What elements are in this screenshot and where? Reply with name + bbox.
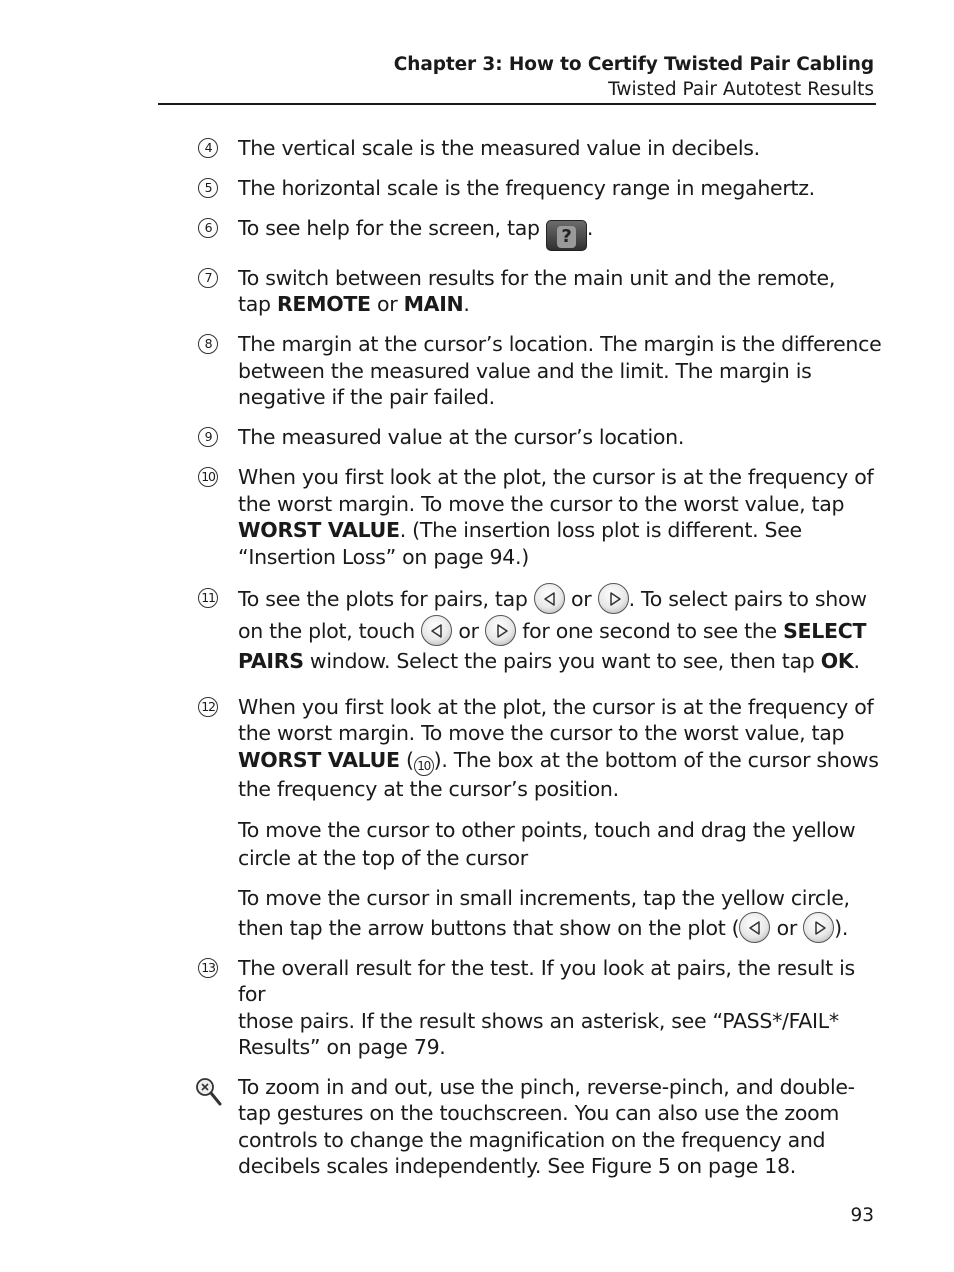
left-arrow-icon	[739, 912, 770, 943]
select-label: SELECT	[783, 618, 867, 643]
callout-number: 11	[198, 588, 218, 608]
callout-number: 5	[198, 178, 218, 198]
callout-reference: 10	[414, 756, 434, 776]
zoom-note: To zoom in and out, use the pinch, reverse-pinch, and double- tap gestures on the touchscreen. You can also use the zoom controls to change the magnification on the frequency and decibels scales independently. See Figure 5 on page 18.	[196, 1074, 886, 1180]
callout-number: 4	[198, 138, 218, 158]
remote-label: REMOTE	[276, 292, 371, 316]
right-arrow-icon	[485, 615, 516, 646]
header-rule	[158, 103, 876, 105]
callout-item-11: 11 To see the plots for pairs, tap or . To select pairs to show on the plot, touch or for one second to see the SELECT PAIRS window. Select the pairs you want to see, then tap OK.	[196, 583, 886, 677]
main-label: MAIN	[403, 292, 464, 316]
callout-item-8: 8 The margin at the cursor’s location. The margin is the difference between the measured value and the limit. The margin is negative if the pair failed.	[196, 331, 886, 411]
callout-text: The horizontal scale is the frequency range in megahertz.	[238, 176, 815, 200]
right-arrow-icon	[598, 583, 629, 614]
callout-item-6: 6 To see help for the screen, tap ? .	[196, 215, 886, 251]
pairs-label: PAIRS	[238, 649, 304, 673]
worst-value-label: WORST VALUE	[238, 747, 400, 772]
callout-number: 8	[198, 334, 218, 354]
running-header	[158, 52, 874, 102]
callout-item-13: 13 The overall result for the test. If you look at pairs, the result is for those pairs. If the result shows an asterisk, see “PASS*/FAIL* Results” on page 79.	[196, 955, 886, 1061]
callout-item-5	[196, 175, 886, 202]
callout-number: 7	[198, 268, 218, 288]
callout-text: The vertical scale is the measured value in decibels.	[238, 136, 760, 160]
right-arrow-icon	[803, 912, 834, 943]
callout-list	[196, 135, 886, 1180]
callout-number: 10	[198, 467, 218, 487]
worst-value-label: WORST VALUE	[238, 518, 400, 542]
left-arrow-icon	[421, 615, 452, 646]
section-title: Twisted Pair Autotest Results	[608, 79, 874, 100]
callout-item-10: 10 When you first look at the plot, the cursor is at the frequency of the worst margin. To move the cursor to the worst value, tap WORST VALUE. (The insertion loss plot is different. See “Insertion Loss” on page 94.)	[196, 464, 886, 570]
page-number: 93	[850, 1205, 874, 1226]
ok-label: OK	[820, 649, 854, 673]
help-button-icon: ?	[546, 220, 587, 251]
callout-item-7: 7 To switch between results for the main unit and the remote, tap REMOTE or MAIN.	[196, 265, 886, 318]
left-arrow-icon	[534, 583, 565, 614]
callout-item-9: 9 The measured value at the cursor’s location.	[196, 424, 886, 451]
callout-number: 9	[198, 427, 218, 447]
callout-item-12: 12 When you first look at the plot, the cursor is at the frequency of the worst margin. To move the cursor to the worst value, tap WORST VALUE ( 10 ). The box at the bottom of the cursor shows the frequency at the cursor’s position. To move the cursor to other points, touch and drag the yellow circle at the top of the cursor To move the cursor in small increments, tap the yellow circle, then tap the arrow buttons that show on the plot ( or ).	[196, 694, 886, 943]
callout-number: 13	[198, 958, 218, 978]
callout-item-4	[196, 135, 886, 162]
callout-number: 12	[198, 697, 218, 717]
chapter-title: Chapter 3: How to Certify Twisted Pair Cabling	[393, 54, 874, 75]
magnifier-icon	[194, 1076, 224, 1113]
callout-number: 6	[198, 218, 218, 238]
